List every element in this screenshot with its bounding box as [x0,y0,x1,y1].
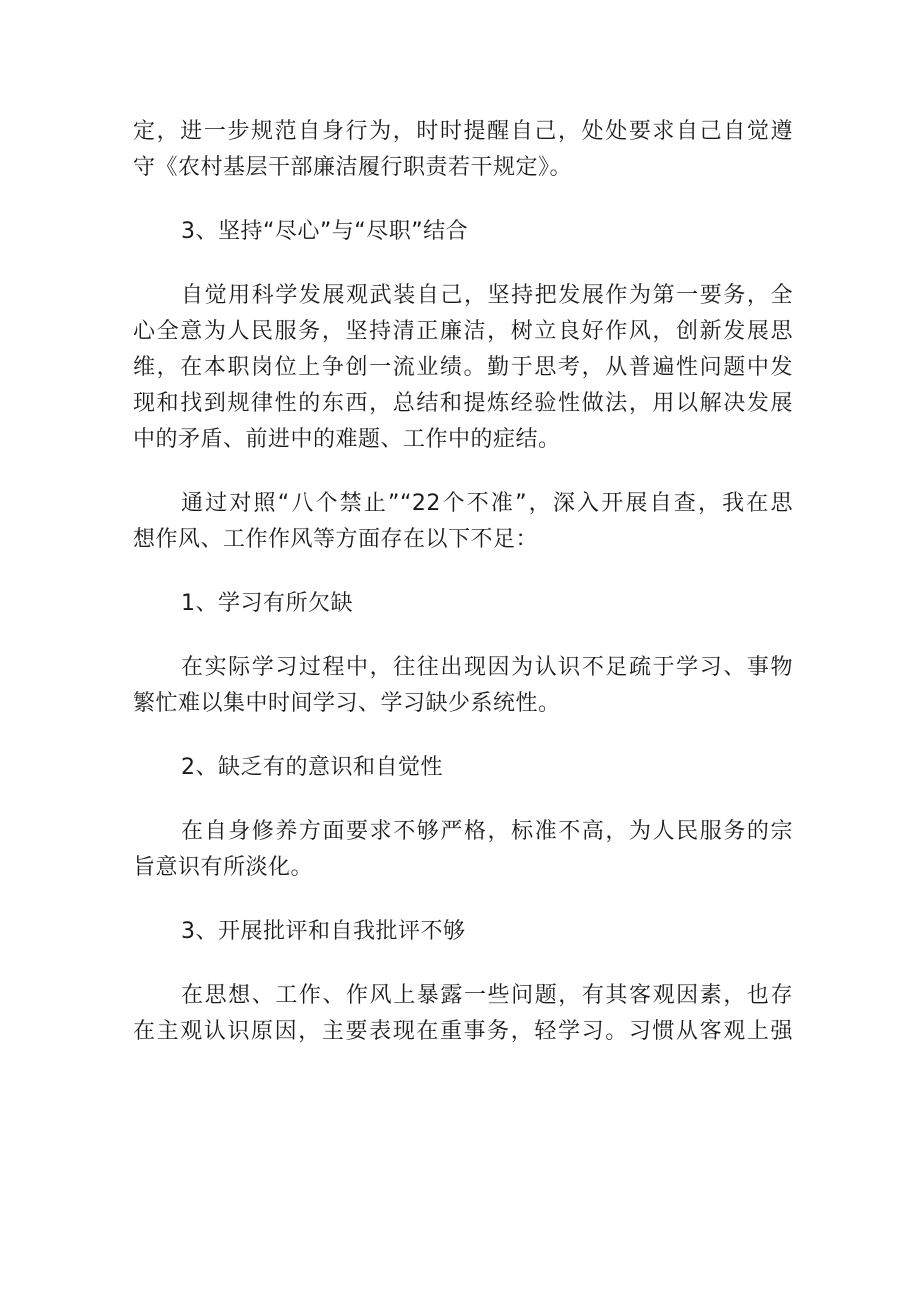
section-heading: 3、坚持“尽心”与“尽职”结合 [181,219,469,244]
paragraph-line: 在思想、工作、作风上暴露一些问题，有其客观因素，也存 [181,983,793,1008]
paragraph-line: 现和找到规律性的东西，总结和提炼经验性做法，用以解决发展 [133,391,793,416]
paragraph-line: 维，在本职岗位上争创一流业绩。勤于思考，从普遍性问题中发 [133,355,793,380]
paragraph-line: 旨意识有所淡化。 [133,855,314,880]
paragraph-line: 定，进一步规范自身行为，时时提醒自己，处处要求自己自觉遵 [133,119,793,144]
section-heading: 2、缺乏有的意识和自觉性 [181,755,443,780]
paragraph-line: 守《农村基层干部廉洁履行职责若干规定》。 [133,155,573,180]
paragraph-line: 想作风、工作作风等方面存在以下不足： [133,527,539,552]
paragraph-line: 通过对照“八个禁止”“22个不准”，深入开展自查，我在思 [181,491,793,516]
paragraph-line: 在主观认识原因，主要表现在重事务，轻学习。习惯从客观上强 [133,1019,793,1044]
section-heading: 1、学习有所欠缺 [181,591,353,616]
paragraph-line: 在自身修养方面要求不够严格，标准不高，为人民服务的宗 [181,819,793,844]
paragraph-line: 自觉用科学发展观武装自己，坚持把发展作为第一要务，全 [181,283,793,308]
paragraph-line: 在实际学习过程中，往往出现因为认识不足疏于学习、事物 [181,655,793,680]
section-heading: 3、开展批评和自我批评不够 [181,919,466,944]
document-body [133,114,793,1050]
document-page [133,114,793,1050]
paragraph-line: 中的矛盾、前进中的难题、工作中的症结。 [133,427,561,452]
paragraph-line: 繁忙难以集中时间学习、学习缺少系统性。 [133,691,561,716]
paragraph-line: 心全意为人民服务，坚持清正廉洁，树立良好作风，创新发展思 [133,319,793,344]
